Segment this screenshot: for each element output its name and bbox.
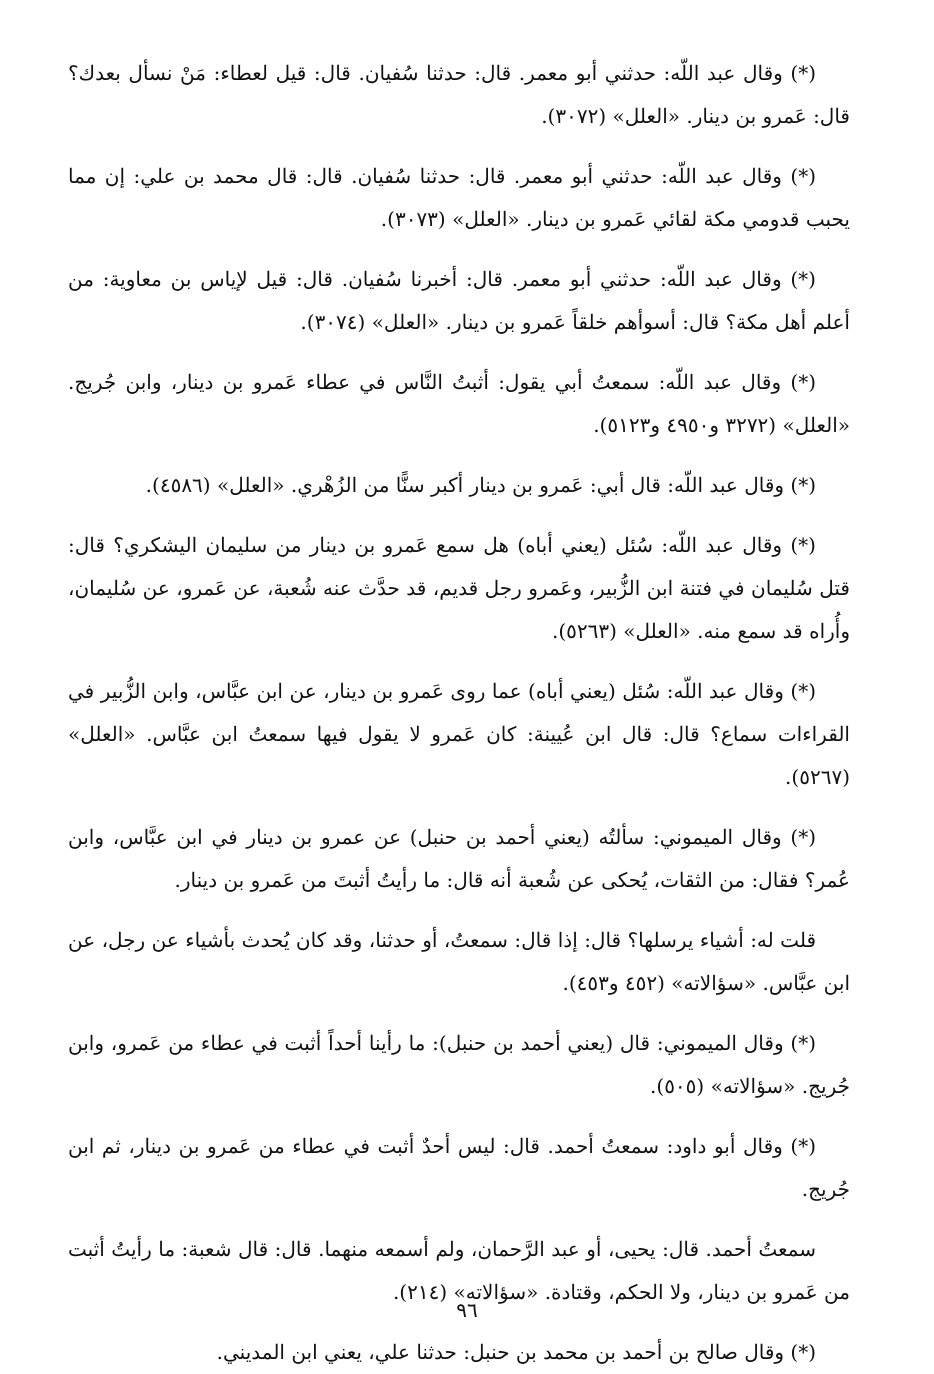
paragraph-shuba-quote: سمعتُ أحمد. قال: يحيى، أو عبد الرَّحمان، ولم أسمعه منهما. قال: قال شعبة: ما رأيتُ أثبت من عَمرو بن دينار، ولا الحكم، وقتادة. «سؤالاته» (٢١٤). [68, 1237, 850, 1304]
paragraph-maymuni-question: (*) وقال الميموني: سألتُه (يعني أحمد بن حنبل) عن عمرو بن دينار في ابن عبَّاس، وابن عُمر؟ فقال: من الثقات، يُحكى عن شُعبة أنه قال: ما رأيتُ أثبتَ من عَمرو بن دينار. [68, 825, 850, 892]
paragraph-mursal-question: قلت له: أشياء يرسلها؟ قال: إذا قال: سمعتُ، أو حدثنا، وقد كان يُحدث بأشياء عن رجل، عن ابن عبَّاس. «سؤالاته» (٤٥٢ و٤٥٣). [68, 928, 850, 995]
paragraph-abu-dawud: (*) وقال أبو داود: سمعتُ أحمد. قال: ليس أحدٌ أثبت في عطاء من عَمرو بن دينار، ثم ابن جُريج. [68, 1134, 850, 1201]
page-body [68, 52, 850, 1374]
paragraph-salih-bin-ahmad: (*) وقال صالح بن أحمد بن محمد بن حنبل: حدثنا علي، يعني ابن المديني. [216, 1340, 816, 1364]
paragraph-ibn-abbas-hearing: (*) وقال عبد اللّه: سُئل (يعني أباه) عما روى عَمرو بن دينار، عن ابن عبَّاس، وابن الزُّبير في القراءات سماع؟ قال: قال ابن عُيينة: كان عَمرو لا يقول فيها سمعتُ ابن عبَّاس. «العلل» (٥٢٦٧). [68, 679, 850, 789]
paragraph-most-reliable-in-atta: (*) وقال عبد اللّه: سمعتُ أبي يقول: أثبتُ النَّاس في عطاء عَمرو بن دينار، وابن جُريج. «العلل» (٣٢٧٢ و٤٩٥٠ و٥١٢٣). [68, 370, 850, 437]
paragraph-maymuni-atta: (*) وقال الميموني: قال (يعني أحمد بن حنبل): ما رأينا أحداً أثبت في عطاء من عَمرو، وابن جُريج. «سؤالاته» (٥٠٥). [68, 1031, 850, 1098]
paragraph-muhammad-bin-ali: (*) وقال عبد اللّه: حدثني أبو معمر. قال: حدثنا سُفيان. قال: قال محمد بن علي: إن مما يحبب قدومي مكة لقائي عَمرو بن دينار. «العلل» (٣٠٧٣). [68, 164, 850, 231]
paragraph-atta-successor: (*) وقال عبد اللّه: حدثني أبو معمر. قال: حدثنا سُفيان. قال: قيل لعطاء: مَنْ نسأل بعدك؟ قال: عَمرو بن دينار. «العلل» (٣٠٧٢). [68, 61, 850, 128]
paragraph-older-than-zuhri: (*) وقال عبد اللّه: قال أبي: عَمرو بن دينار أكبر سنًّا من الزُهْري. «العلل» (٤٥٨٦). [145, 473, 816, 497]
paragraph-sulayman-yashkuri: (*) وقال عبد اللّه: سُئل (يعني أباه) هل سمع عَمرو بن دينار من سليمان اليشكري؟ قال: قتل سُليمان في فتنة ابن الزُّبير، وعَمرو رجل قديم، قد حدَّث عنه شُعبة، عن عَمرو، عن سُليمان، وأُراه قد سمع منه. «العلل» (٥٢٦٣). [68, 533, 850, 643]
paragraph-iyas-bin-muawiya: (*) وقال عبد اللّه: حدثني أبو معمر. قال: أخبرنا سُفيان. قال: قيل لإياس بن معاوية: من أعلم أهل مكة؟ قال: أسوأهم خلقاً عَمرو بن دينار. «العلل» (٣٠٧٤). [68, 267, 850, 334]
page-number: ٩٦ [456, 1298, 478, 1322]
